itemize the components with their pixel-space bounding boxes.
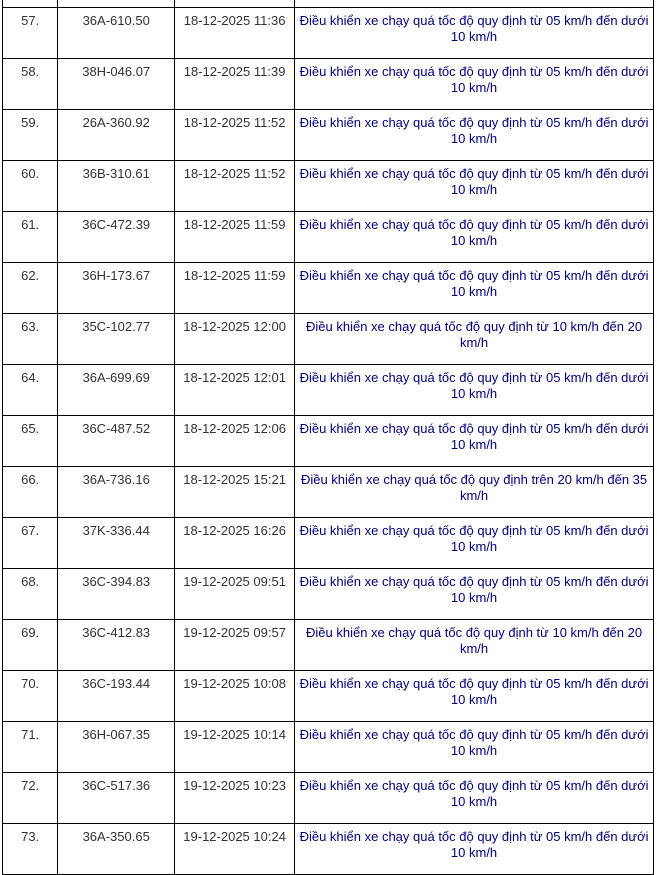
violation-description: Điều khiển xe chạy quá tốc độ quy định trên 20 km/h đến 35 km/h [295, 467, 654, 518]
violation-datetime: 18-12-2025 16:26 [175, 518, 295, 569]
license-plate: 36C-394.83 [58, 569, 175, 620]
violation-description: Điều khiển xe chạy quá tốc độ quy định từ 05 km/h đến dưới 10 km/h [295, 110, 654, 161]
violation-datetime: 18-12-2025 11:59 [175, 212, 295, 263]
violation-datetime: 19-12-2025 09:51 [175, 569, 295, 620]
violation-description: Điều khiển xe chạy quá tốc độ quy định từ 05 km/h đến dưới 10 km/h [295, 365, 654, 416]
row-number: 65. [3, 416, 58, 467]
violation-row [3, 569, 654, 620]
row-number: 71. [3, 722, 58, 773]
violation-datetime: 19-12-2025 10:08 [175, 671, 295, 722]
license-plate: 37K-336.44 [58, 518, 175, 569]
license-plate: 35C-102.77 [58, 314, 175, 365]
license-plate: 36C-487.52 [58, 416, 175, 467]
violation-datetime: 19-12-2025 10:24 [175, 824, 295, 875]
row-number: 69. [3, 620, 58, 671]
violation-description: Điều khiển xe chạy quá tốc độ quy định từ 05 km/h đến dưới 10 km/h [295, 824, 654, 875]
license-plate: 36H-173.67 [58, 263, 175, 314]
row-number: 59. [3, 110, 58, 161]
violation-datetime: 18-12-2025 11:59 [175, 263, 295, 314]
row-number: 64. [3, 365, 58, 416]
violation-datetime: 18-12-2025 11:39 [175, 59, 295, 110]
violation-description: Điều khiển xe chạy quá tốc độ quy định từ 05 km/h đến dưới 10 km/h [295, 671, 654, 722]
violation-description: Điều khiển xe chạy quá tốc độ quy định từ 05 km/h đến dưới 10 km/h [295, 8, 654, 59]
violations-table-body [3, 0, 654, 875]
row-number: 63. [3, 314, 58, 365]
violation-description: Điều khiển xe chạy quá tốc độ quy định từ 10 km/h đến 20 km/h [295, 314, 654, 365]
violation-row [3, 518, 654, 569]
clipped-previous-row [3, 0, 654, 8]
violation-row [3, 314, 654, 365]
license-plate: 36H-067.35 [58, 722, 175, 773]
violation-row [3, 773, 654, 824]
violations-table [2, 0, 654, 875]
violation-datetime: 18-12-2025 11:52 [175, 110, 295, 161]
row-number: 58. [3, 59, 58, 110]
row-number: 72. [3, 773, 58, 824]
violation-row [3, 722, 654, 773]
row-number: 70. [3, 671, 58, 722]
violation-description: Điều khiển xe chạy quá tốc độ quy định từ 05 km/h đến dưới 10 km/h [295, 416, 654, 467]
license-plate: 38H-046.07 [58, 59, 175, 110]
violation-datetime: 19-12-2025 10:23 [175, 773, 295, 824]
violation-row [3, 59, 654, 110]
clipped-cell [58, 0, 175, 8]
violation-description: Điều khiển xe chạy quá tốc độ quy định từ 05 km/h đến dưới 10 km/h [295, 518, 654, 569]
violation-row [3, 263, 654, 314]
violation-row [3, 671, 654, 722]
violation-description: Điều khiển xe chạy quá tốc độ quy định từ 10 km/h đến 20 km/h [295, 620, 654, 671]
license-plate: 36C-472.39 [58, 212, 175, 263]
clipped-cell [3, 0, 58, 8]
license-plate: 36C-517.36 [58, 773, 175, 824]
violation-row [3, 8, 654, 59]
violation-description: Điều khiển xe chạy quá tốc độ quy định từ 05 km/h đến dưới 10 km/h [295, 161, 654, 212]
violation-datetime: 18-12-2025 15:21 [175, 467, 295, 518]
violation-description: Điều khiển xe chạy quá tốc độ quy định từ 05 km/h đến dưới 10 km/h [295, 722, 654, 773]
violation-description: Điều khiển xe chạy quá tốc độ quy định từ 05 km/h đến dưới 10 km/h [295, 263, 654, 314]
violation-datetime: 19-12-2025 09:57 [175, 620, 295, 671]
license-plate: 36A-350.65 [58, 824, 175, 875]
license-plate: 36B-310.61 [58, 161, 175, 212]
violation-datetime: 18-12-2025 11:52 [175, 161, 295, 212]
license-plate: 36C-193.44 [58, 671, 175, 722]
violation-description: Điều khiển xe chạy quá tốc độ quy định từ 05 km/h đến dưới 10 km/h [295, 569, 654, 620]
violation-datetime: 18-12-2025 11:36 [175, 8, 295, 59]
violation-row [3, 365, 654, 416]
clipped-cell [295, 0, 654, 8]
row-number: 73. [3, 824, 58, 875]
clipped-cell [175, 0, 295, 8]
row-number: 61. [3, 212, 58, 263]
violation-row [3, 416, 654, 467]
violation-description: Điều khiển xe chạy quá tốc độ quy định từ 05 km/h đến dưới 10 km/h [295, 212, 654, 263]
violation-row [3, 161, 654, 212]
license-plate: 36C-412.83 [58, 620, 175, 671]
license-plate: 26A-360.92 [58, 110, 175, 161]
violation-description: Điều khiển xe chạy quá tốc độ quy định từ 05 km/h đến dưới 10 km/h [295, 773, 654, 824]
violation-datetime: 18-12-2025 12:00 [175, 314, 295, 365]
violation-datetime: 18-12-2025 12:01 [175, 365, 295, 416]
row-number: 67. [3, 518, 58, 569]
row-number: 62. [3, 263, 58, 314]
row-number: 57. [3, 8, 58, 59]
row-number: 60. [3, 161, 58, 212]
violation-row [3, 620, 654, 671]
violation-datetime: 18-12-2025 12:06 [175, 416, 295, 467]
row-number: 68. [3, 569, 58, 620]
violation-row [3, 824, 654, 875]
violation-description: Điều khiển xe chạy quá tốc độ quy định từ 05 km/h đến dưới 10 km/h [295, 59, 654, 110]
row-number: 66. [3, 467, 58, 518]
violation-row [3, 212, 654, 263]
license-plate: 36A-736.16 [58, 467, 175, 518]
violation-row [3, 110, 654, 161]
license-plate: 36A-699.69 [58, 365, 175, 416]
violation-datetime: 19-12-2025 10:14 [175, 722, 295, 773]
violation-row [3, 467, 654, 518]
license-plate: 36A-610.50 [58, 8, 175, 59]
